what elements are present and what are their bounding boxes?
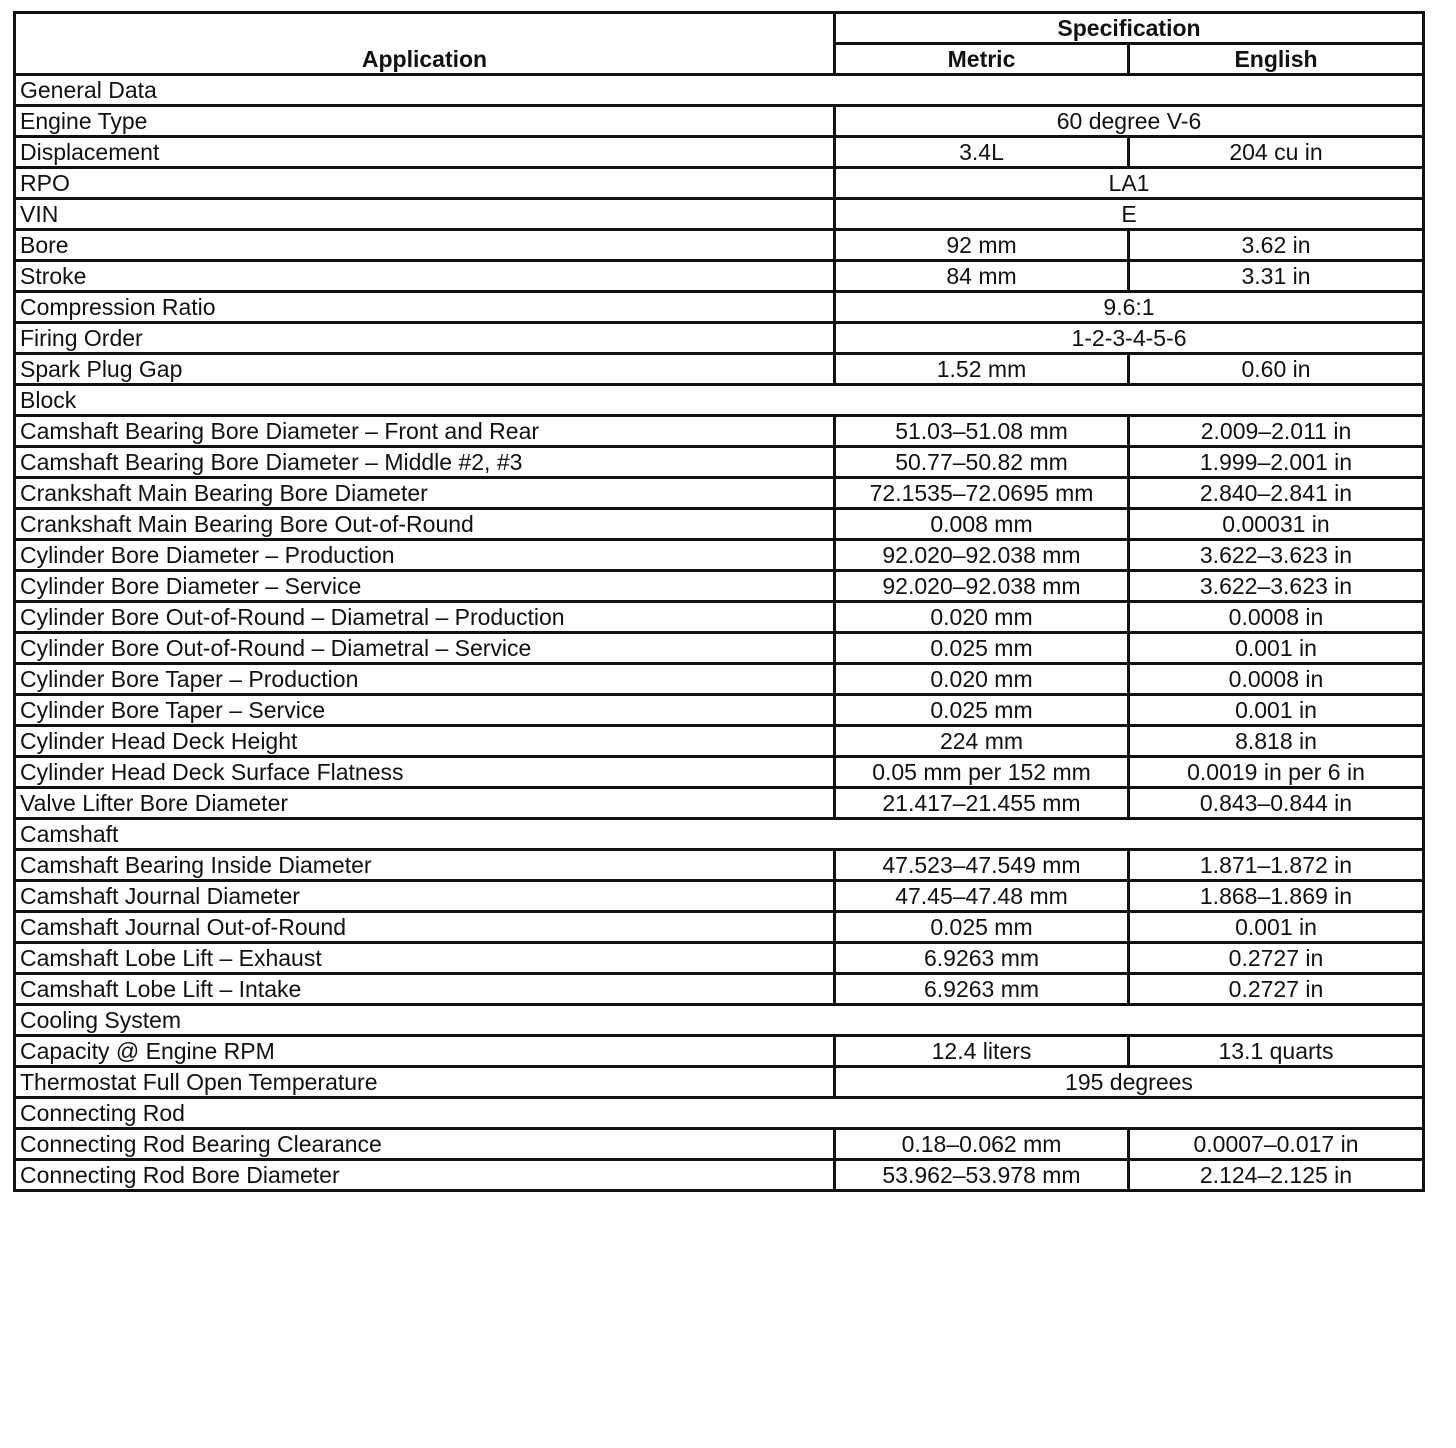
application-cell: Firing Order <box>15 323 835 354</box>
application-cell: Cylinder Head Deck Surface Flatness <box>15 757 835 788</box>
metric-value-cell: 84 mm <box>835 261 1129 292</box>
application-cell: Camshaft Bearing Bore Diameter – Front and Rear <box>15 416 835 447</box>
table-row <box>15 943 1424 974</box>
english-value-cell: 3.31 in <box>1129 261 1424 292</box>
table-row <box>15 912 1424 943</box>
table-row <box>15 261 1424 292</box>
table-row <box>15 850 1424 881</box>
specification-value-cell: 1-2-3-4-5-6 <box>835 323 1424 354</box>
english-value-cell: 0.2727 in <box>1129 943 1424 974</box>
application-cell: Cylinder Bore Taper – Production <box>15 664 835 695</box>
english-value-cell: 0.001 in <box>1129 695 1424 726</box>
english-value-cell: 0.0019 in per 6 in <box>1129 757 1424 788</box>
metric-value-cell: 0.020 mm <box>835 602 1129 633</box>
section-header-row <box>15 385 1424 416</box>
table-row <box>15 447 1424 478</box>
table-row <box>15 1129 1424 1160</box>
metric-value-cell: 3.4L <box>835 137 1129 168</box>
english-value-cell: 0.2727 in <box>1129 974 1424 1005</box>
application-cell: Stroke <box>15 261 835 292</box>
metric-value-cell: 0.18–0.062 mm <box>835 1129 1129 1160</box>
english-value-cell: 2.840–2.841 in <box>1129 478 1424 509</box>
section-title: Camshaft <box>15 819 1424 850</box>
application-cell: Cylinder Bore Diameter – Service <box>15 571 835 602</box>
english-value-cell: 0.001 in <box>1129 912 1424 943</box>
specification-value-cell: E <box>835 199 1424 230</box>
section-header-row <box>15 1098 1424 1129</box>
table-row <box>15 695 1424 726</box>
metric-value-cell: 224 mm <box>835 726 1129 757</box>
table-row <box>15 509 1424 540</box>
application-cell: Crankshaft Main Bearing Bore Out-of-Round <box>15 509 835 540</box>
application-cell: Cylinder Bore Diameter – Production <box>15 540 835 571</box>
table-row <box>15 478 1424 509</box>
table-row <box>15 1036 1424 1067</box>
application-cell: Camshaft Lobe Lift – Intake <box>15 974 835 1005</box>
metric-value-cell: 0.05 mm per 152 mm <box>835 757 1129 788</box>
table-body <box>15 75 1424 1191</box>
application-cell: Cylinder Bore Out-of-Round – Diametral – Service <box>15 633 835 664</box>
metric-value-cell: 47.45–47.48 mm <box>835 881 1129 912</box>
table-row <box>15 1067 1424 1098</box>
application-cell: Displacement <box>15 137 835 168</box>
section-title: General Data <box>15 75 1424 106</box>
section-title: Block <box>15 385 1424 416</box>
application-cell: Cylinder Bore Taper – Service <box>15 695 835 726</box>
english-column-header: English <box>1129 44 1424 75</box>
application-cell: Camshaft Journal Out-of-Round <box>15 912 835 943</box>
metric-value-cell: 92 mm <box>835 230 1129 261</box>
table-row <box>15 106 1424 137</box>
table-row <box>15 633 1424 664</box>
table-row <box>15 602 1424 633</box>
english-value-cell: 0.60 in <box>1129 354 1424 385</box>
english-value-cell: 0.0007–0.017 in <box>1129 1129 1424 1160</box>
english-value-cell: 2.124–2.125 in <box>1129 1160 1424 1191</box>
english-value-cell: 0.00031 in <box>1129 509 1424 540</box>
table-row <box>15 788 1424 819</box>
table-row <box>15 416 1424 447</box>
table-row <box>15 974 1424 1005</box>
table-row <box>15 168 1424 199</box>
english-value-cell: 204 cu in <box>1129 137 1424 168</box>
application-cell: VIN <box>15 199 835 230</box>
metric-value-cell: 0.025 mm <box>835 633 1129 664</box>
specification-table <box>13 11 1425 1192</box>
english-value-cell: 0.843–0.844 in <box>1129 788 1424 819</box>
english-value-cell: 13.1 quarts <box>1129 1036 1424 1067</box>
section-title: Cooling System <box>15 1005 1424 1036</box>
application-cell: Connecting Rod Bore Diameter <box>15 1160 835 1191</box>
application-cell: Cylinder Bore Out-of-Round – Diametral – Production <box>15 602 835 633</box>
metric-value-cell: 72.1535–72.0695 mm <box>835 478 1129 509</box>
application-cell: Camshaft Lobe Lift – Exhaust <box>15 943 835 974</box>
metric-value-cell: 53.962–53.978 mm <box>835 1160 1129 1191</box>
application-cell: Camshaft Bearing Inside Diameter <box>15 850 835 881</box>
application-cell: Camshaft Journal Diameter <box>15 881 835 912</box>
english-value-cell: 1.868–1.869 in <box>1129 881 1424 912</box>
english-value-cell: 8.818 in <box>1129 726 1424 757</box>
specification-value-cell: 9.6:1 <box>835 292 1424 323</box>
english-value-cell: 3.62 in <box>1129 230 1424 261</box>
metric-value-cell: 6.9263 mm <box>835 974 1129 1005</box>
specification-value-cell: 60 degree V-6 <box>835 106 1424 137</box>
english-value-cell: 0.0008 in <box>1129 664 1424 695</box>
application-cell: Camshaft Bearing Bore Diameter – Middle #2, #3 <box>15 447 835 478</box>
metric-value-cell: 0.020 mm <box>835 664 1129 695</box>
metric-value-cell: 50.77–50.82 mm <box>835 447 1129 478</box>
metric-value-cell: 1.52 mm <box>835 354 1129 385</box>
metric-value-cell: 92.020–92.038 mm <box>835 571 1129 602</box>
table-row <box>15 571 1424 602</box>
specification-column-header: Specification <box>835 13 1424 44</box>
application-cell: Cylinder Head Deck Height <box>15 726 835 757</box>
application-cell: Connecting Rod Bearing Clearance <box>15 1129 835 1160</box>
metric-value-cell: 51.03–51.08 mm <box>835 416 1129 447</box>
table-row <box>15 540 1424 571</box>
metric-value-cell: 6.9263 mm <box>835 943 1129 974</box>
metric-value-cell: 47.523–47.549 mm <box>835 850 1129 881</box>
section-header-row <box>15 819 1424 850</box>
metric-value-cell: 0.008 mm <box>835 509 1129 540</box>
english-value-cell: 0.001 in <box>1129 633 1424 664</box>
application-cell: Compression Ratio <box>15 292 835 323</box>
metric-value-cell: 0.025 mm <box>835 912 1129 943</box>
metric-value-cell: 0.025 mm <box>835 695 1129 726</box>
application-cell: Thermostat Full Open Temperature <box>15 1067 835 1098</box>
application-cell: Crankshaft Main Bearing Bore Diameter <box>15 478 835 509</box>
metric-value-cell: 92.020–92.038 mm <box>835 540 1129 571</box>
application-cell: Valve Lifter Bore Diameter <box>15 788 835 819</box>
section-header-row <box>15 75 1424 106</box>
english-value-cell: 2.009–2.011 in <box>1129 416 1424 447</box>
table-row <box>15 726 1424 757</box>
english-value-cell: 3.622–3.623 in <box>1129 571 1424 602</box>
application-cell: Engine Type <box>15 106 835 137</box>
table-row <box>15 230 1424 261</box>
table-row <box>15 1160 1424 1191</box>
table-row <box>15 137 1424 168</box>
metric-value-cell: 12.4 liters <box>835 1036 1129 1067</box>
table-row <box>15 354 1424 385</box>
application-column-header: Application <box>15 13 835 75</box>
specification-value-cell: LA1 <box>835 168 1424 199</box>
english-value-cell: 1.999–2.001 in <box>1129 447 1424 478</box>
application-cell: Spark Plug Gap <box>15 354 835 385</box>
table-row <box>15 881 1424 912</box>
metric-value-cell: 21.417–21.455 mm <box>835 788 1129 819</box>
table-row <box>15 292 1424 323</box>
english-value-cell: 3.622–3.623 in <box>1129 540 1424 571</box>
english-value-cell: 1.871–1.872 in <box>1129 850 1424 881</box>
english-value-cell: 0.0008 in <box>1129 602 1424 633</box>
table-row <box>15 664 1424 695</box>
section-title: Connecting Rod <box>15 1098 1424 1129</box>
section-header-row <box>15 1005 1424 1036</box>
table-row <box>15 199 1424 230</box>
specification-value-cell: 195 degrees <box>835 1067 1424 1098</box>
metric-column-header: Metric <box>835 44 1129 75</box>
table-row <box>15 323 1424 354</box>
application-cell: Bore <box>15 230 835 261</box>
table-header <box>15 13 1424 75</box>
application-cell: Capacity @ Engine RPM <box>15 1036 835 1067</box>
table-row <box>15 757 1424 788</box>
application-cell: RPO <box>15 168 835 199</box>
